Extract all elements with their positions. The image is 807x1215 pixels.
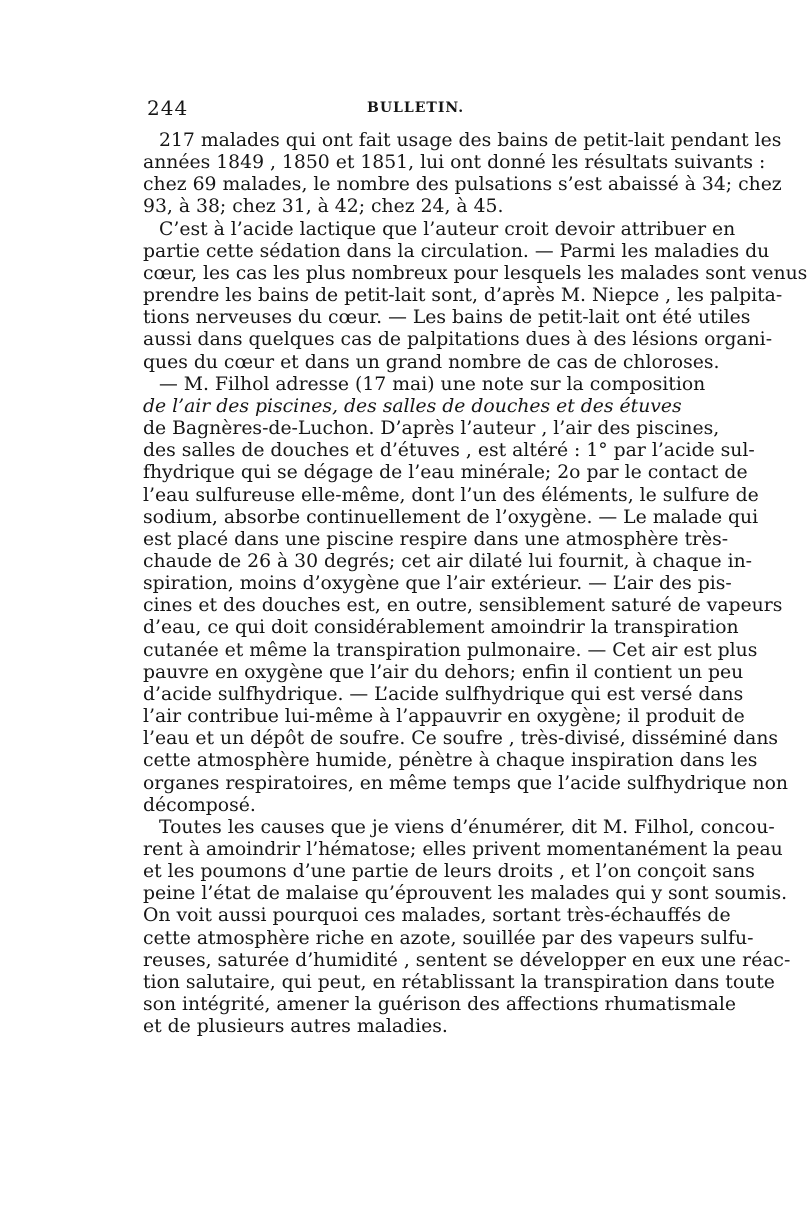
text-line: de Bagnères-de-Luchon. D’après l’auteur , l’air des piscines, [143,418,720,440]
text-line: Toutes les causes que je viens d’énumérer, dit M. Filhol, concou- [159,816,775,838]
text-line: 93, à 38; chez 31, à 42; chez 24, à 45. [143,196,504,218]
text-line: d’acide sulfhydrique. — L’acide sulfhydrique qui est versé dans [143,683,744,705]
text-line: tion salutaire, qui peut, en rétablissant la transpiration dans toute [143,971,775,993]
text-line: d’eau, ce qui doit considérablement amoindrir la transpiration [143,617,739,639]
text-line: partie cette sédation dans la circulation. — Parmi les maladies du [143,240,770,262]
text-line: C’est à l’acide lactique que l’auteur croit devoir attribuer en [159,218,736,240]
text-line: et de plusieurs autres maladies. [143,1016,448,1038]
page-header [147,96,667,124]
text-line: prendre les bains de petit-lait sont, d’après M. Niepce , les palpita- [143,285,783,307]
text-line: années 1849 , 1850 et 1851, lui ont donné les résultats suivants : [143,152,766,174]
text-line: de l’air des piscines, des salles de douches et des étuves [143,395,682,417]
text-line: l’air contribue lui-même à l’appauvrir en oxygène; il produit de [143,706,745,728]
text-line: des salles de douches et d’étuves , est altéré : 1° par l’acide sul- [143,440,755,462]
text-line: aussi dans quelques cas de palpitations dues à des lésions organi- [143,329,773,351]
text-line: On voit aussi pourquoi ces malades, sortant très-échauffés de [143,905,731,927]
body-text [143,130,807,1038]
running-head: BULLETIN. [367,100,465,116]
text-line: cœur, les cas les plus nombreux pour lesquels les malades sont venus [143,262,807,284]
page-number: 244 [147,96,189,120]
text-line: et les poumons d’une partie de leurs droits , et l’on conçoit sans [143,861,755,883]
text-line: rent à amoindrir l’hématose; elles privent momentanément la peau [143,839,783,860]
text-line: cutanée et même la transpiration pulmonaire. — Cet air est plus [143,639,758,661]
text-line: sodium, absorbe continuellement de l’oxygène. — Le malade qui [143,506,759,528]
text-line: l’eau sulfureuse elle-même, dont l’un des éléments, le sulfure de [143,484,759,506]
text-line: pauvre en oxygène que l’air du dehors; enfin il contient un peu [143,661,744,683]
text-line: reuses, saturée d’humidité , sentent se développer en eux une réac- [143,949,791,971]
text-line: 217 malades qui ont fait usage des bains de petit-lait pendant les [159,130,782,151]
text-line: fhydrique qui se dégage de l’eau minérale; 2o par le contact de [143,462,748,484]
text-line: décomposé. [143,794,256,816]
text-line: l’eau et un dépôt de soufre. Ce soufre , très-divisé, disséminé dans [143,728,779,750]
text-line: tions nerveuses du cœur. — Les bains de petit-lait ont été utiles [143,307,751,329]
text-line: ques du cœur et dans un grand nombre de cas de chloroses. [143,351,720,373]
text-line: peine l’état de malaise qu’éprouvent les malades qui y sont soumis. [143,883,788,905]
text-line: son intégrité, amener la guérison des affections rhumatismale [143,994,737,1016]
text-line: chez 69 malades, le nombre des pulsations s’est abaissé à 34; chez [143,174,782,196]
text-line: spiration, moins d’oxygène que l’air extérieur. — L’air des pis- [143,573,732,595]
text-line: est placé dans une piscine respire dans une atmosphère très- [143,528,729,550]
text-line: organes respiratoires, en même temps que l’acide sulfhydrique non [143,772,789,794]
text-line: chaude de 26 à 30 degrés; cet air dilaté lui fournit, à chaque in- [143,550,753,572]
text-line: — M. Filhol adresse (17 mai) une note sur la composition [159,373,706,395]
text-line: cette atmosphère riche en azote, souillée par des vapeurs sulfu- [143,927,754,949]
text-line: cette atmosphère humide, pénètre à chaque inspiration dans les [143,750,758,772]
text-line: cines et des douches est, en outre, sensiblement saturé de vapeurs [143,595,783,617]
